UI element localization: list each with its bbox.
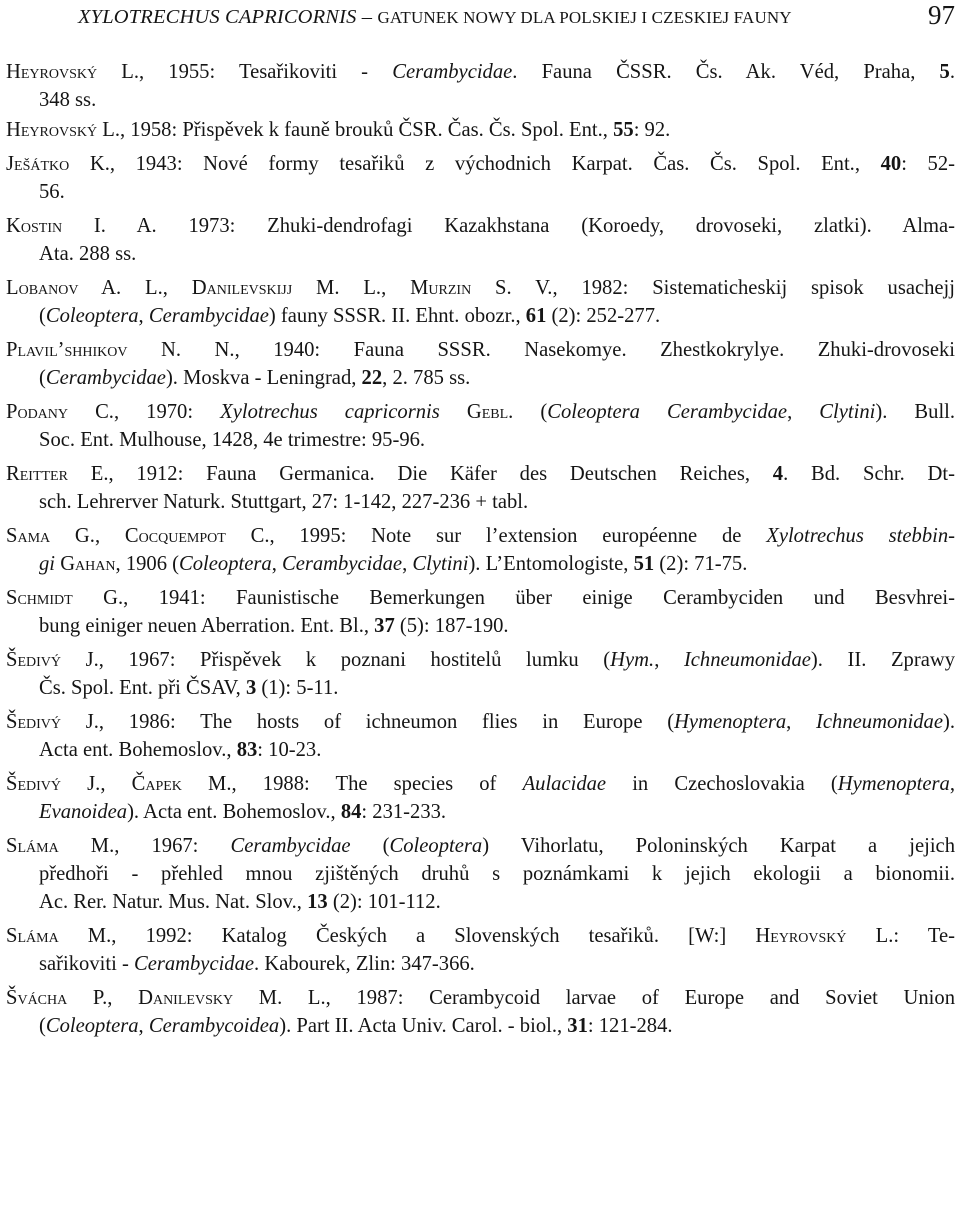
- author-name: Heyrovský L.: [6, 119, 120, 141]
- running-title: [78, 2, 792, 33]
- reference-text: (2): 252-277.: [546, 305, 661, 327]
- reference-line: [7, 488, 955, 516]
- reference-text: 1973: Zhuki-dendrofagi Kazakhstana (Koroedy, drovoseki, zlatki). Alma-: [156, 215, 956, 237]
- taxon-name: Xylotrechus stebbin-: [766, 525, 955, 547]
- volume-number: 5: [939, 61, 950, 83]
- taxon-name: Aulacidae: [522, 773, 607, 795]
- author-name: Murzin S. V.: [410, 277, 553, 299]
- reference-text: . Fauna ČSSR. Čs. Ak. Véd, Praha,: [512, 61, 940, 83]
- taxon-name: Evanoidea: [39, 801, 128, 823]
- reference-text: , 1982: Sistematicheskij spisok usachejj: [552, 277, 956, 299]
- reference-text: , 2. 785 ss.: [382, 367, 471, 389]
- reference-entry: [7, 116, 955, 144]
- author-name: Kostin I. A.: [6, 215, 157, 237]
- reference-text: , 1912: Fauna Germanica. Die Käfer des Deutschen Reiches,: [108, 463, 773, 485]
- running-title-dash: –: [356, 6, 378, 28]
- reference-text: : 231-233.: [361, 801, 447, 823]
- reference-text: , 1955: Tesařikoviti -: [138, 61, 393, 83]
- reference-text: in Czechoslovakia (: [606, 773, 838, 795]
- reference-text: (2): 101-112.: [327, 891, 441, 913]
- author-name: Lobanov A. L.: [6, 277, 163, 299]
- reference-text: , 1967: Přispěvek k poznani hostitelů lumku (: [98, 649, 611, 671]
- taxon-name: Cerambycidae: [45, 367, 166, 389]
- reference-text: .: [949, 61, 955, 83]
- reference-text: : 52-: [901, 153, 955, 175]
- reference-entry: [7, 646, 955, 702]
- taxon-name: Hymenoptera: [674, 711, 787, 733]
- reference-text: ) Vihorlatu, Poloninských Karpat a jejich: [482, 835, 955, 857]
- reference-text: (: [39, 367, 46, 389]
- volume-number: 3: [245, 677, 257, 699]
- reference-line: [7, 212, 955, 240]
- taxon-name: Coleoptera: [45, 305, 139, 327]
- reference-text: Čs. Spol. Ent. při ČSAV,: [39, 677, 246, 699]
- reference-line: [7, 1012, 955, 1040]
- reference-text: 56.: [39, 181, 65, 203]
- reference-entry: [7, 58, 955, 114]
- reference-text: ,: [402, 553, 413, 575]
- reference-entry: [7, 212, 955, 268]
- reference-text: , 1992: Katalog Českých a Slovenských tesařiků. [W:]: [111, 925, 756, 947]
- reference-text: ,: [138, 1015, 149, 1037]
- reference-text: : 121-284.: [587, 1015, 673, 1037]
- taxon-name: Cerambycidae: [392, 61, 513, 83]
- reference-entry: [7, 708, 955, 764]
- reference-text: ,: [786, 711, 817, 733]
- reference-text: . Kabourek, Zlin: 347-366.: [254, 953, 475, 975]
- taxon-name: Coleoptera: [389, 835, 483, 857]
- taxon-name: Cerambycidae: [133, 953, 255, 975]
- reference-line: [7, 240, 955, 268]
- author-name: Šedivý J.: [6, 711, 99, 733]
- taxon-name: Coleoptera Cerambycidae: [547, 401, 788, 423]
- author-name: Reitter E.: [6, 463, 109, 485]
- reference-text: ,: [381, 277, 411, 299]
- reference-text: ). Bull.: [875, 401, 956, 423]
- reference-text: Soc. Ent. Mulhouse, 1428, 4e trimestre: 95-96.: [39, 429, 426, 451]
- reference-entry: [7, 398, 955, 454]
- reference-text: : 92.: [633, 119, 671, 141]
- page-number: 97: [928, 0, 955, 30]
- reference-text: ). Acta ent. Bohemoslov.,: [127, 801, 341, 823]
- reference-line: [7, 336, 955, 364]
- reference-text: (1): 5-11.: [256, 677, 339, 699]
- author-name: Šedivý J.: [6, 649, 99, 671]
- reference-line: [7, 86, 955, 114]
- taxon-name: Ichneumonidae: [683, 649, 811, 671]
- reference-text: ). II. Zprawy: [810, 649, 955, 671]
- running-header: [78, 2, 955, 32]
- reference-line: [7, 302, 955, 330]
- reference-entry: [7, 522, 955, 578]
- author-name: Heyrovský L.: [755, 925, 894, 947]
- reference-text: 348 ss.: [39, 89, 97, 111]
- reference-text: ,: [949, 773, 956, 795]
- reference-text: ). L’Entomologiste,: [468, 553, 634, 575]
- author-name: Heyrovský L.: [6, 61, 139, 83]
- reference-line: [7, 550, 955, 578]
- reference-text: Ac. Rer. Natur. Mus. Nat. Slov.,: [39, 891, 308, 913]
- running-title-text: GATUNEK NOWY DLA POLSKIEJ I CZESKIEJ FAUNY: [377, 8, 792, 27]
- volume-number: 31: [567, 1015, 588, 1037]
- reference-text: [440, 401, 467, 423]
- taxon-name: Coleoptera: [179, 553, 272, 575]
- taxon-name: Ichneumonidae: [816, 711, 943, 733]
- reference-line: [7, 984, 955, 1012]
- reference-text: (: [350, 835, 390, 857]
- volume-number: 4: [772, 463, 784, 485]
- volume-number: 55: [613, 119, 634, 141]
- reference-text: , 1940: Fauna SSSR. Nasekomye. Zhestkokrylye. Zhuki-drovoseki: [234, 339, 955, 361]
- reference-text: ,: [100, 773, 132, 795]
- reference-text: , 1988: The species of: [231, 773, 523, 795]
- taxon-name: gi: [39, 553, 56, 575]
- taxon-name: Clytini: [819, 401, 876, 423]
- author-name: Gebl: [466, 401, 509, 423]
- reference-line: [7, 888, 955, 916]
- reference-line: [7, 58, 955, 86]
- reference-text: ,: [787, 401, 820, 423]
- author-name: Čapek M.: [131, 773, 232, 795]
- volume-number: 22: [361, 367, 383, 389]
- volume-number: 51: [633, 553, 655, 575]
- volume-number: 61: [525, 305, 547, 327]
- reference-text: ,: [138, 305, 149, 327]
- reference-line: [7, 832, 955, 860]
- reference-line: [7, 798, 955, 826]
- reference-text: (5): 187-190.: [394, 615, 509, 637]
- author-name: Sláma M.: [6, 925, 112, 947]
- author-name: Gahan: [60, 553, 116, 575]
- reference-text: , 1958: Přispěvek k fauně brouků ČSR. Čas. Čs. Spol. Ent.,: [119, 119, 614, 141]
- author-name: Švácha P.: [6, 987, 108, 1009]
- reference-line: [7, 950, 955, 978]
- reference-text: ). Moskva - Leningrad,: [165, 367, 362, 389]
- reference-text: Ata. 288 ss.: [39, 243, 137, 265]
- reference-text: : 10-23.: [257, 739, 322, 761]
- reference-text: ,: [162, 277, 192, 299]
- volume-number: 40: [880, 153, 902, 175]
- reference-line: [7, 646, 955, 674]
- taxon-name: Hymenoptera: [837, 773, 950, 795]
- taxon-name: Xylotrechus capricornis: [220, 401, 440, 423]
- reference-line: [7, 860, 955, 888]
- reference-text: (: [39, 305, 46, 327]
- reference-entry: [7, 150, 955, 206]
- reference-text: : Te-: [893, 925, 955, 947]
- reference-line: [7, 178, 955, 206]
- author-name: Danilevsky M. L.: [138, 987, 326, 1009]
- reference-line: [7, 770, 955, 798]
- reference-line: [7, 736, 955, 764]
- taxon-name: Cerambycoidea: [148, 1015, 280, 1037]
- reference-line: [7, 274, 955, 302]
- reference-text: ) fauny SSSR. II. Ehnt. obozr.,: [268, 305, 526, 327]
- volume-number: 83: [236, 739, 258, 761]
- reference-text: ,: [94, 525, 125, 547]
- volume-number: 13: [307, 891, 328, 913]
- reference-text: , 1995: Note sur l’extension européenne de: [269, 525, 767, 547]
- author-name: Danilevskijj M. L.: [191, 277, 382, 299]
- reference-text: , 1943: Nové formy tesařiků z východnich Karpat. Čas. Čs. Spol. Ent.,: [109, 153, 881, 175]
- reference-line: [7, 922, 955, 950]
- reference-line: [7, 584, 955, 612]
- reference-text: ). Part II. Acta Univ. Carol. - biol.,: [279, 1015, 568, 1037]
- reference-text: bung einiger neuen Aberration. Ent. Bl.,: [39, 615, 375, 637]
- reference-text: , 1986: The hosts of ichneumon flies in Europe (: [98, 711, 675, 733]
- author-name: Šedivý J.: [6, 773, 101, 795]
- author-name: Podany C.: [6, 401, 114, 423]
- taxon-name: Coleoptera: [45, 1015, 139, 1037]
- reference-text: , 1967:: [114, 835, 231, 857]
- reference-text: , 1970:: [113, 401, 221, 423]
- reference-text: ,: [654, 649, 684, 671]
- reference-entry: [7, 770, 955, 826]
- reference-text: (: [39, 1015, 46, 1037]
- author-name: Plavil’shhikov N. N.: [6, 339, 235, 361]
- author-name: Sama G.: [6, 525, 95, 547]
- reference-text: , 1987: Cerambycoid larvae of Europe and Soviet Union: [325, 987, 955, 1009]
- reference-line: [7, 708, 955, 736]
- reference-list: [7, 58, 955, 1040]
- reference-line: [7, 116, 955, 144]
- reference-text: , 1941: Faunistische Bemerkungen über einige Cerambyciden und Besvhrei-: [123, 587, 956, 609]
- reference-entry: [7, 460, 955, 516]
- reference-text: ,: [271, 553, 282, 575]
- reference-line: [7, 674, 955, 702]
- running-title-species: XYLOTRECHUS CAPRICORNIS: [78, 6, 357, 28]
- author-name: Ješátko K.: [6, 153, 110, 175]
- author-name: Sláma M.: [6, 835, 115, 857]
- reference-line: [7, 612, 955, 640]
- taxon-name: Hym.: [610, 649, 655, 671]
- taxon-name: Cerambycidae: [281, 553, 403, 575]
- reference-entry: [7, 984, 955, 1040]
- volume-number: 37: [374, 615, 395, 637]
- volume-number: 84: [340, 801, 362, 823]
- taxon-name: Cerambycidae: [148, 305, 269, 327]
- reference-line: [7, 364, 955, 392]
- reference-text: . Bd. Schr. Dt-: [783, 463, 955, 485]
- reference-text: sařikoviti -: [39, 953, 134, 975]
- reference-text: . (: [508, 401, 548, 423]
- reference-text: Acta ent. Bohemoslov.,: [39, 739, 237, 761]
- reference-text: (2): 71-75.: [654, 553, 748, 575]
- author-name: Cocquempot C.: [124, 525, 270, 547]
- reference-line: [7, 398, 955, 426]
- reference-line: [7, 460, 955, 488]
- reference-entry: [7, 274, 955, 330]
- reference-entry: [7, 832, 955, 916]
- reference-entry: [7, 584, 955, 640]
- reference-text: ).: [943, 711, 956, 733]
- reference-text: sch. Lehrerver Naturk. Stuttgart, 27: 1-142, 227-236 + tabl.: [39, 491, 529, 513]
- reference-text: předhoři - přehled mnou zjištěných druhů s poznámkami k jejich ekologii a bionomii.: [39, 863, 955, 885]
- reference-text: ,: [107, 987, 139, 1009]
- reference-entry: [7, 922, 955, 978]
- reference-line: [7, 522, 955, 550]
- reference-line: [7, 150, 955, 178]
- reference-entry: [7, 336, 955, 392]
- taxon-name: Cerambycidae: [230, 835, 351, 857]
- reference-line: [7, 426, 955, 454]
- reference-text: , 1906 (: [115, 553, 180, 575]
- author-name: Schmidt G.: [6, 587, 124, 609]
- taxon-name: Clytini: [412, 553, 469, 575]
